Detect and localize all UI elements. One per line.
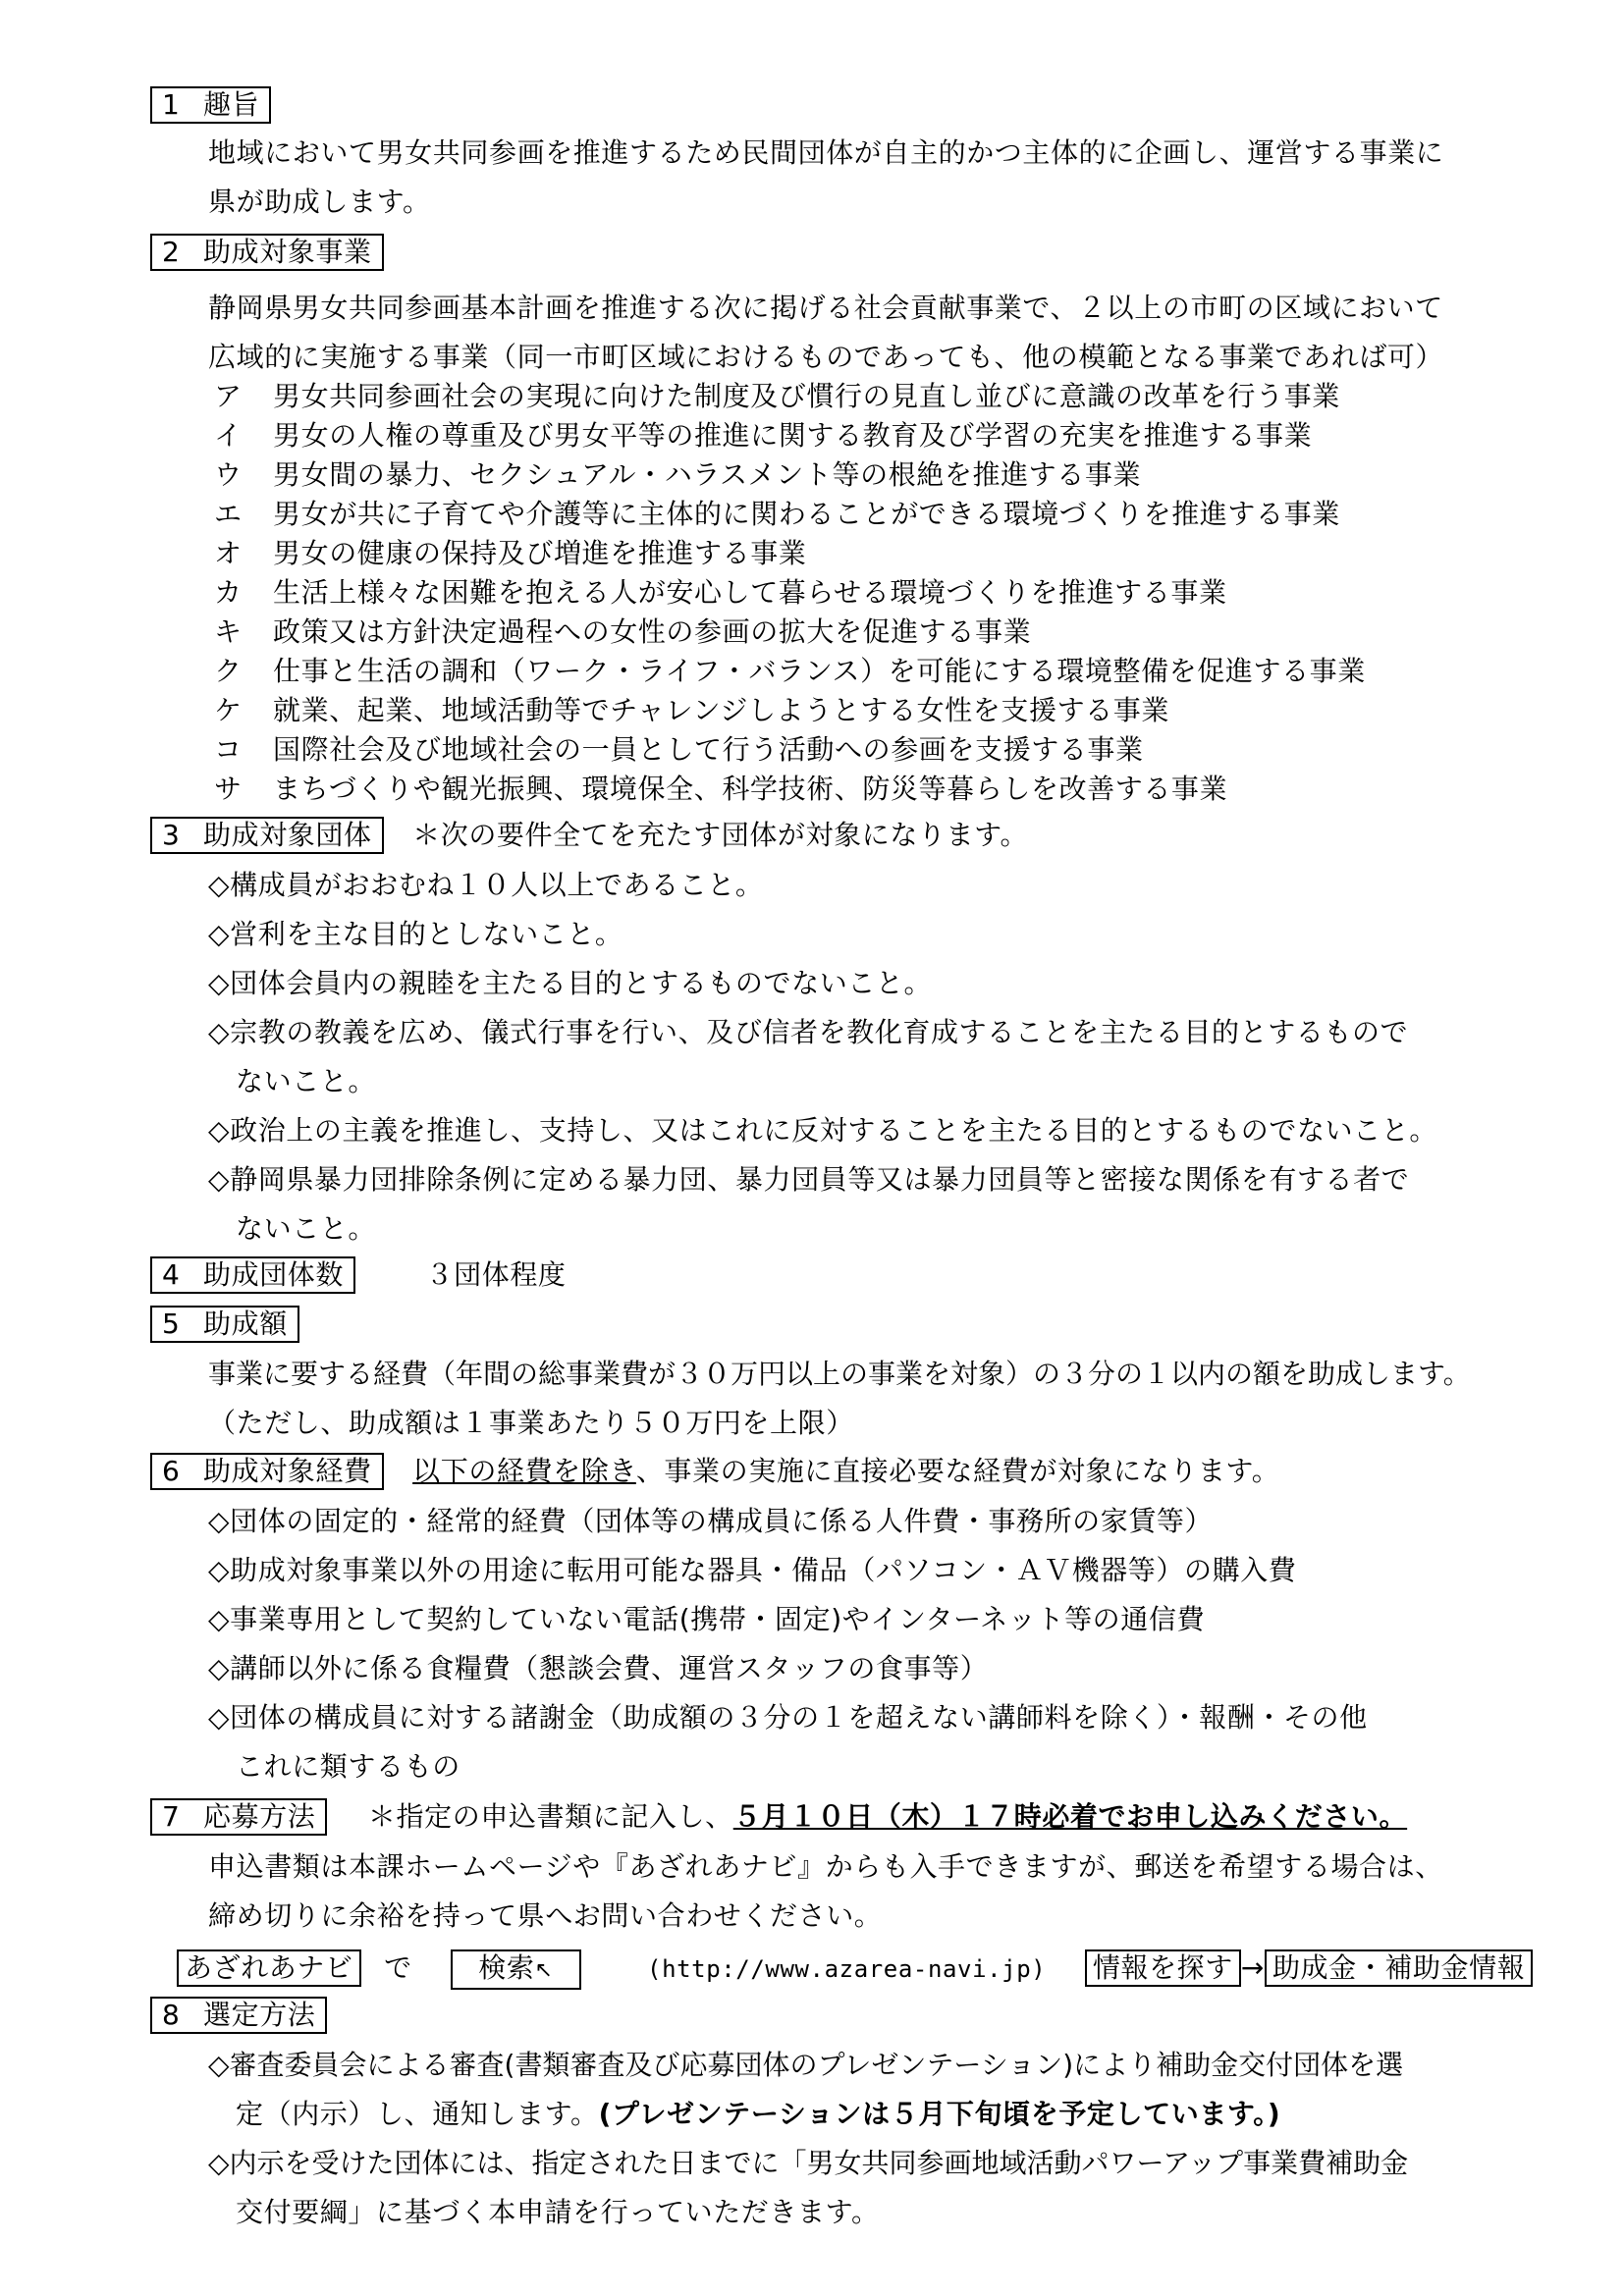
list-item xyxy=(214,457,1141,493)
step-grant-info-box: 助成金・補助金情報 xyxy=(1265,1949,1533,1987)
section-number: 2 xyxy=(162,236,181,268)
excluded-expense-line: ◇講師以外に係る食糧費（懇談会費、運営スタッフの食事等） xyxy=(208,1652,989,1684)
paragraph-line: 県が助成します。 xyxy=(208,186,431,218)
paragraph-line: 締め切りに余裕を持って県へお問い合わせください。 xyxy=(208,1899,883,1932)
section-4-heading xyxy=(150,1256,567,1294)
right-arrow-icon: → xyxy=(1240,1951,1265,1984)
item-text: 男女が共に子育てや介護等に主体的に関わることができる環境づくりを推進する事業 xyxy=(273,498,1340,530)
requirement-line: ◇静岡県暴力団排除条例に定める暴力団、暴力団員等又は暴力団員等と密接な関係を有する者で xyxy=(208,1163,1410,1196)
item-mark: サ xyxy=(214,773,243,805)
search-instruction-row xyxy=(177,1949,1533,1990)
section-5-heading xyxy=(150,1306,299,1343)
item-mark: コ xyxy=(214,733,243,766)
item-text: 男女共同参画社会の実現に向けた制度及び慣行の見直し並びに意識の改革を行う事業 xyxy=(273,380,1340,412)
section-title: 応募方法 xyxy=(203,1800,316,1833)
section-number: 5 xyxy=(162,1308,181,1340)
item-text: 仕事と生活の調和（ワーク・ライフ・バランス）を可能にする環境整備を促進する事業 xyxy=(273,655,1366,687)
section-heading-box xyxy=(150,1997,327,2034)
item-mark: イ xyxy=(214,419,243,452)
search-box-label: 検索 xyxy=(478,1951,535,1984)
site-url: (http://www.azarea-navi.jp) xyxy=(647,1955,1047,1983)
list-item xyxy=(214,575,1227,611)
cursor-arrow-icon: ↖ xyxy=(534,1958,554,1983)
section-title: 助成額 xyxy=(203,1308,288,1340)
section-number: 1 xyxy=(162,88,181,121)
requirement-line: ◇構成員がおおむね１０人以上であること。 xyxy=(208,869,764,901)
section-heading-box xyxy=(150,86,271,124)
selection-line: ◇審査委員会による審査(書類審査及び応募団体のプレゼンテーション)により補助金交付団体を選 xyxy=(208,2049,1404,2081)
list-item xyxy=(214,379,1340,414)
item-mark: エ xyxy=(214,498,243,530)
excluded-expense-line: ◇団体の構成員に対する諸謝金（助成額の３分の１を超えない講師料を除く）・報酬・その他 xyxy=(208,1701,1368,1734)
item-text: 就業、起業、地域活動等でチャレンジしようとする女性を支援する事業 xyxy=(273,694,1169,726)
section-1-heading xyxy=(150,86,271,124)
selection-line: 交付要綱」に基づく本申請を行っていただきます。 xyxy=(236,2196,880,2228)
section-heading-box xyxy=(150,1798,327,1836)
excluded-expense-line: これに類するもの xyxy=(236,1750,460,1783)
section-number: 4 xyxy=(162,1258,181,1291)
site-name-box: あざれあナビ xyxy=(177,1949,361,1987)
deadline-note: ５月１０日（木）１７時必着でお申し込みください。 xyxy=(732,1800,1408,1833)
list-item xyxy=(214,732,1144,768)
section-7-heading xyxy=(150,1798,1407,1836)
section-number: 7 xyxy=(162,1800,181,1833)
paragraph-line: （ただし、助成額は１事業あたり５０万円を上限） xyxy=(208,1407,854,1439)
item-mark: ウ xyxy=(214,458,243,491)
section-2-heading xyxy=(150,234,384,271)
section-number: 8 xyxy=(162,1999,181,2031)
section-note: ＊次の要件全てを充たす団体が対象になります。 xyxy=(412,819,1029,851)
section-heading-box xyxy=(150,234,384,271)
section-number: 6 xyxy=(162,1455,181,1487)
excluded-expense-line: ◇事業専用として契約していない電話(携帯・固定)やインターネット等の通信費 xyxy=(208,1603,1206,1635)
section-title: 助成対象事業 xyxy=(203,236,372,268)
section-heading-box xyxy=(150,817,384,854)
list-item xyxy=(214,418,1312,454)
item-text: 男女間の暴力、セクシュアル・ハラスメント等の根絶を推進する事業 xyxy=(273,458,1142,491)
requirement-line: ないこと。 xyxy=(236,1212,377,1245)
item-text: 生活上様々な困難を抱える人が安心して暮らせる環境づくりを推進する事業 xyxy=(273,576,1227,609)
item-mark: ケ xyxy=(214,694,243,726)
section-note: 、事業の実施に直接必要な経費が対象になります。 xyxy=(635,1455,1280,1487)
item-mark: キ xyxy=(214,615,243,648)
requirement-line: ◇営利を主な目的としないこと。 xyxy=(208,918,623,950)
list-item xyxy=(214,772,1227,807)
presentation-note: (プレゼンテーションは５月下旬頃を予定しています。) xyxy=(598,2098,1281,2130)
selection-text: 定（内示）し、通知します。 xyxy=(236,2098,599,2130)
paragraph-line: 静岡県男女共同参画基本計画を推進する次に掲げる社会貢献事業で、２以上の市町の区域において xyxy=(208,292,1443,324)
item-text: 男女の人権の尊重及び男女平等の推進に関する教育及び学習の充実を推進する事業 xyxy=(273,419,1313,452)
step-find-info-box: 情報を探す xyxy=(1085,1949,1241,1987)
item-mark: ク xyxy=(214,655,243,687)
paragraph-line: 地域において男女共同参画を推進するため民間団体が自主的かつ主体的に企画し、運営する事業に xyxy=(208,136,1444,169)
item-mark: カ xyxy=(214,576,243,609)
section-6-heading xyxy=(150,1453,1279,1490)
selection-line xyxy=(236,2097,1280,2132)
item-text: 国際社会及び地域社会の一員として行う活動への参画を支援する事業 xyxy=(273,733,1144,766)
search-box xyxy=(451,1949,580,1990)
paragraph-line: 事業に要する経費（年間の総事業費が３０万円以上の事業を対象）の３分の１以内の額を助成します。 xyxy=(208,1358,1471,1390)
requirement-line: ないこと。 xyxy=(236,1065,377,1097)
list-item xyxy=(214,614,1031,650)
search-de-text: で xyxy=(384,1951,412,1984)
group-count-value: ３団体程度 xyxy=(425,1258,567,1291)
paragraph-line: 広域的に実施する事業（同一市町区域におけるものであっても、他の模範となる事業であれば可） xyxy=(208,341,1444,373)
section-title: 選定方法 xyxy=(203,1999,316,2031)
list-item xyxy=(214,497,1340,532)
requirement-line: ◇宗教の教義を広め、儀式行事を行い、及び信者を教化育成することを主たる目的とするもので xyxy=(208,1016,1409,1048)
requirement-line: ◇政治上の主義を推進し、支持し、又はこれに反対することを主たる目的とするものでないこと。 xyxy=(208,1114,1437,1147)
section-number: 3 xyxy=(162,819,181,851)
item-text: 政策又は方針決定過程への女性の参画の拡大を促進する事業 xyxy=(273,615,1032,648)
section-3-heading xyxy=(150,817,1028,854)
section-title: 助成対象経費 xyxy=(203,1455,372,1487)
section-8-heading xyxy=(150,1997,327,2034)
section-heading-box xyxy=(150,1453,384,1490)
excluded-expense-line: ◇団体の固定的・経常的経費（団体等の構成員に係る人件費・事務所の家賃等） xyxy=(208,1505,1214,1537)
requirement-line: ◇団体会員内の親睦を主たる目的とするものでないこと。 xyxy=(208,967,933,999)
paragraph-line: 申込書類は本課ホームページや『あざれあナビ』からも入手できますが、郵送を希望する場合は、 xyxy=(208,1850,1443,1883)
item-text: 男女の健康の保持及び増進を推進する事業 xyxy=(273,537,807,569)
section-heading-box xyxy=(150,1256,355,1294)
selection-line: ◇内示を受けた団体には、指定された日までに「男女共同参画地域活動パワーアップ事業費補助金 xyxy=(208,2147,1409,2179)
list-item xyxy=(214,654,1366,689)
item-mark: ア xyxy=(214,380,243,412)
item-text: まちづくりや観光振興、環境保全、科学技術、防災等暮らしを改善する事業 xyxy=(273,773,1228,805)
item-mark: オ xyxy=(214,537,243,569)
section-note: ＊指定の申込書類に記入し、 xyxy=(367,1800,733,1833)
excluded-expense-line: ◇助成対象事業以外の用途に転用可能な器具・備品（パソコン・ＡＶ機器等）の購入費 xyxy=(208,1554,1297,1586)
section-title: 助成団体数 xyxy=(203,1258,345,1291)
section-title: 助成対象団体 xyxy=(203,819,372,851)
list-item xyxy=(214,536,806,571)
section-note-underlined: 以下の経費を除き xyxy=(412,1455,636,1487)
section-heading-box xyxy=(150,1306,299,1343)
list-item xyxy=(214,693,1169,728)
section-title: 趣旨 xyxy=(203,88,260,121)
